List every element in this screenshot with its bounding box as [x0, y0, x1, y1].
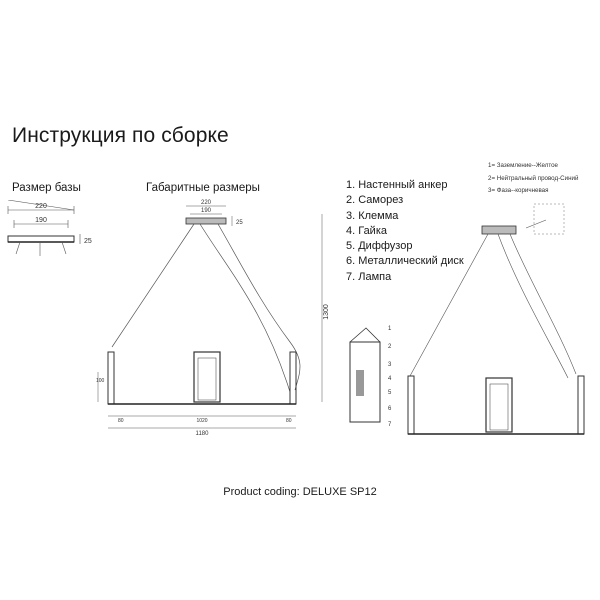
- detail-number: 1: [388, 326, 392, 332]
- base-dim-25: 25: [84, 238, 92, 245]
- parts-list-item: 2. Саморез: [346, 194, 404, 207]
- dim-side-left: 80: [118, 418, 124, 424]
- base-dim-220: 220: [35, 203, 47, 210]
- wiring-legend-item: 3= Фаза--коричневая: [488, 187, 549, 194]
- dim-total-width: 1180: [195, 431, 209, 437]
- dim-inner-width: 1020: [196, 418, 208, 424]
- detail-number: 5: [388, 390, 392, 396]
- wiring-legend: [488, 160, 578, 198]
- dim-frame-h: 100: [96, 378, 105, 384]
- dim-side-right: 80: [286, 418, 292, 424]
- detail-number: 4: [388, 376, 392, 382]
- dim-height: 1300: [323, 304, 330, 320]
- overall-dimensions-drawing: [90, 192, 350, 442]
- installation-drawing: [398, 198, 598, 448]
- detail-number: 7: [388, 422, 392, 428]
- detail-number: 3: [388, 362, 392, 368]
- dim-top-inner: 190: [200, 208, 212, 214]
- dim-top-outer: 220: [200, 200, 212, 206]
- detail-number: 6: [388, 406, 392, 412]
- detail-number: 2: [388, 344, 392, 350]
- product-coding: Product coding: DELUXE SP12: [223, 486, 377, 498]
- wiring-legend-item: 2= Нейтральный провод-Синий: [488, 174, 579, 182]
- page-title: Инструкция по сборке: [12, 124, 229, 147]
- parts-list-item: 3. Клемма: [346, 209, 399, 222]
- parts-list-item: 7. Лампа: [346, 270, 392, 283]
- parts-list-item: 1. Настенный анкер: [346, 179, 448, 191]
- overall-dimensions-heading: Габаритные размеры: [146, 182, 260, 194]
- wiring-legend-item: 1= Заземление--Желтое: [488, 162, 558, 169]
- base-size-heading: Размер базы: [12, 182, 81, 194]
- base-dim-190: 190: [35, 217, 47, 224]
- dim-canopy-h: 25: [236, 220, 243, 226]
- component-detail-drawing: [342, 318, 402, 438]
- parts-list-item: 5. Диффузор: [346, 240, 413, 253]
- parts-list-item: 6. Металлический диск: [346, 255, 464, 268]
- parts-list-item: 4. Гайка: [346, 224, 388, 237]
